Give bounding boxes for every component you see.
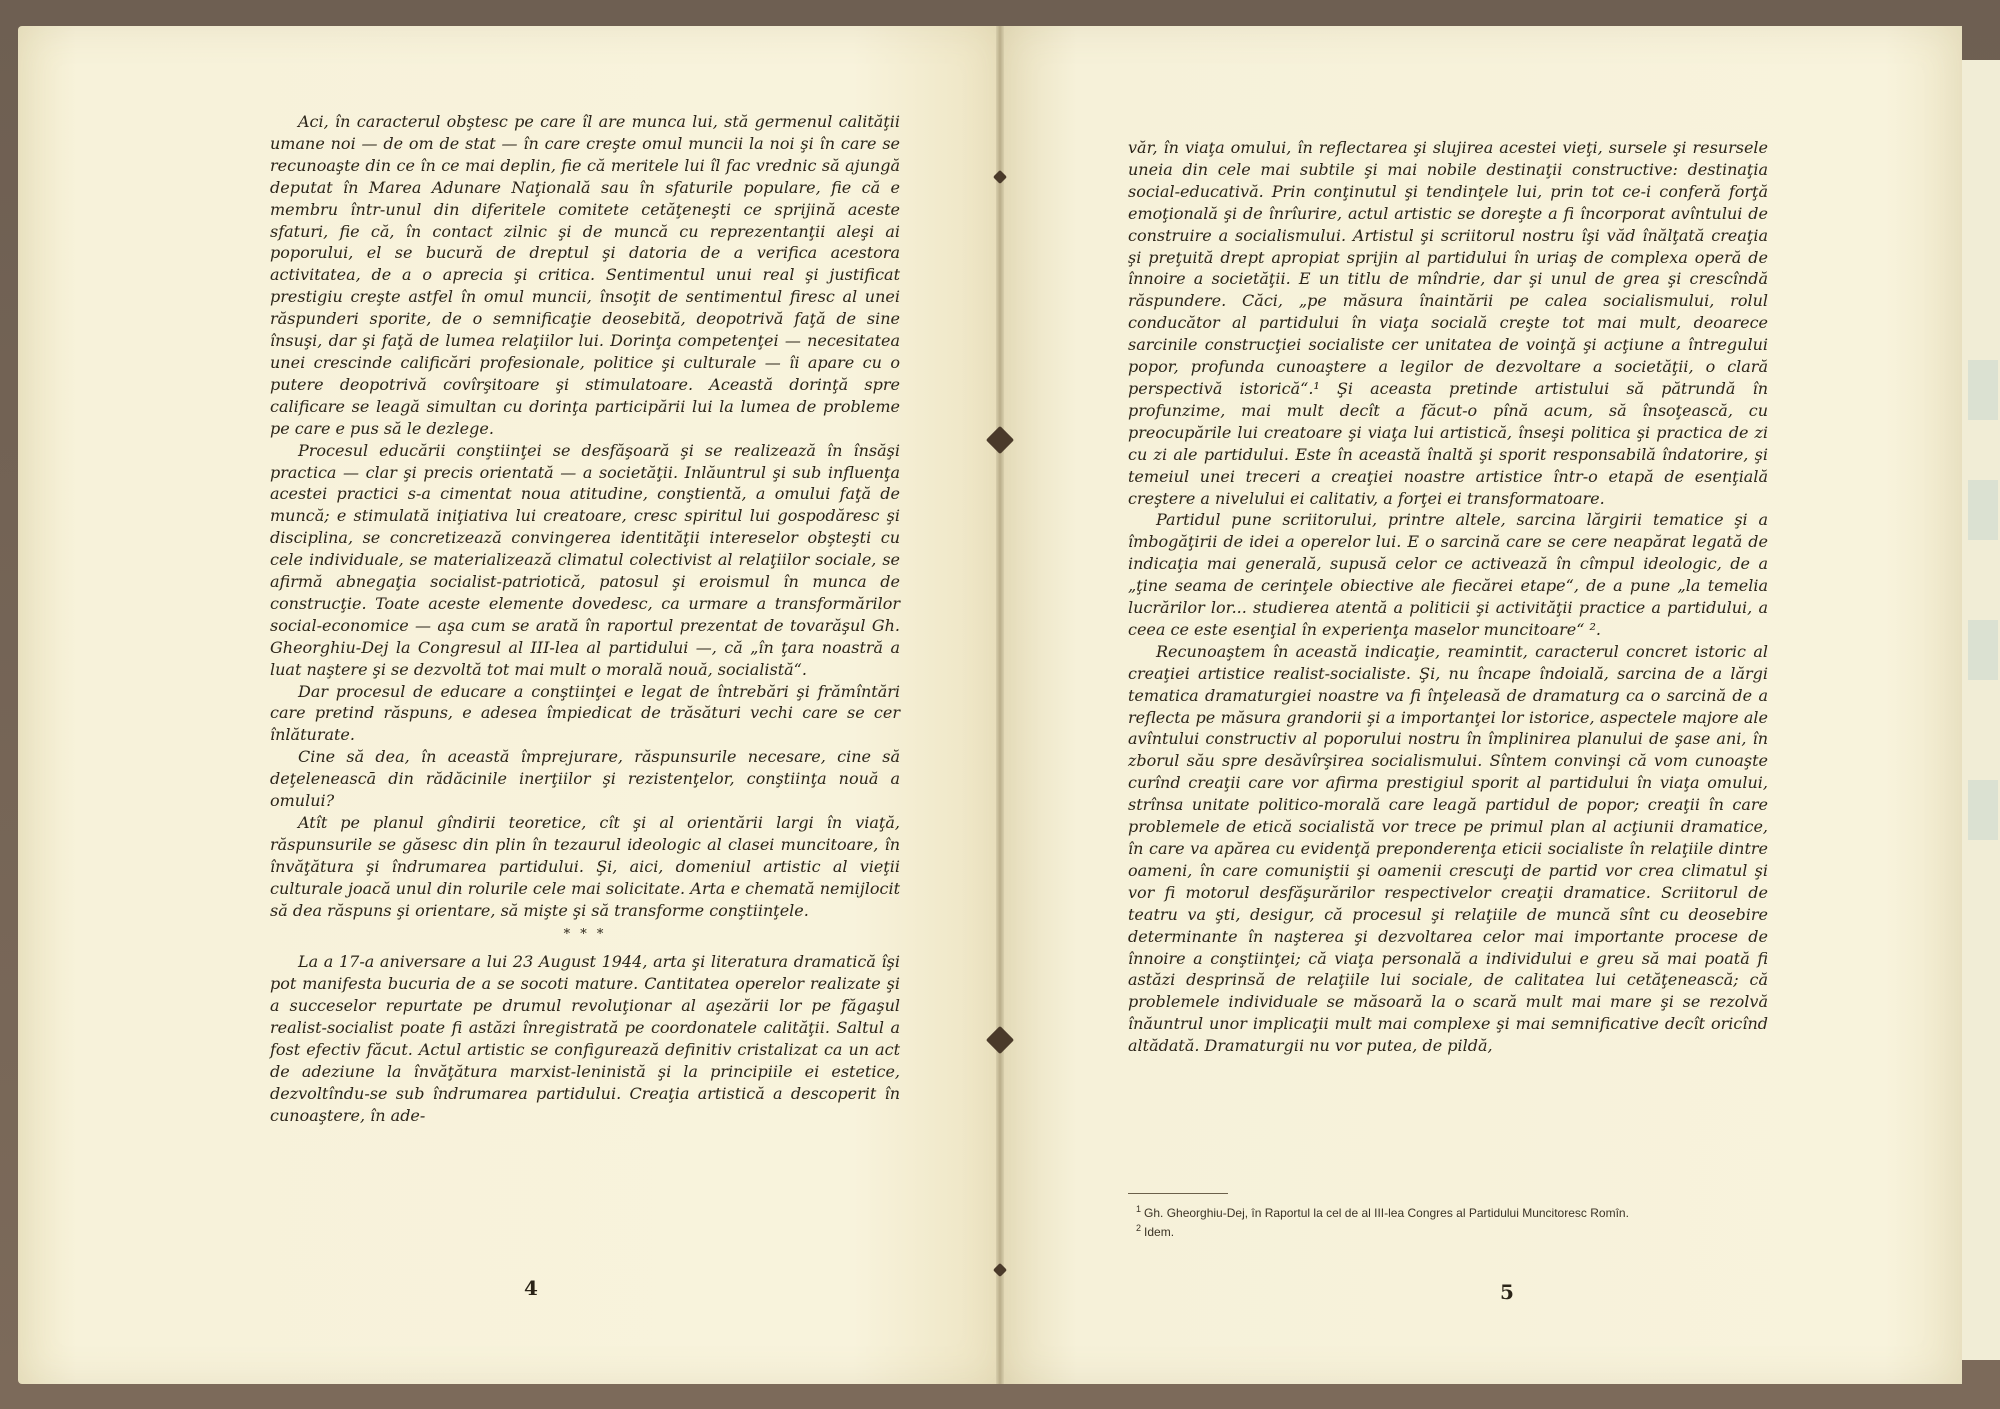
paragraph: Atît pe planul gîndirii teoretice, cît şi al orientării largi în viaţă, răspunsurile se găsesc din plin în tezaurul ideologic al clasei muncitoare, în învăţătura şi îndrumarea partidului. Şi, aici, domeniul artistic al vieţii culturale joacă unul din rolurile cele mai solicitate. Arta e chemată nemijlocit să dea răspuns şi orientare, să mişte şi să transforme conştiinţele. (270, 813, 900, 920)
show-through-mark (1968, 480, 1998, 540)
right-text-column (1128, 137, 1768, 1057)
section-separator: * * * (563, 926, 607, 942)
paragraph: La a 17-a aniversare a lui 23 August 1944, arta şi literatura dramatică îşi pot manifesta bucuria de a se socoti mature. Cantitatea operelor realizate şi a succeselor repurtate pe drumul revoluţionar al aşezării lor pe făgaşul realist-socialist poate fi astăzi înregistrată pe coordonatele calităţii. Saltul a fost efectiv făcut. Actul artistic se configurează definitiv cristalizat ca un act de adeziune la învăţătura marxist-leninistă şi la principiile ei estetice, dezvoltîndu-se sub îndrumarea partidului. Creaţia artistică a descoperit în cunoaştere, în ade- (270, 952, 900, 1125)
paragraph: Partidul pune scriitorului, printre altele, sarcina lărgirii tematice şi a îmbogăţirii de idei a operelor lui. E o sarcină care se cere neapărat legată de indicaţia mai generală, supusă celor ce activează în cîmpul ideologic, de a „ţine seama de cerinţele obiective ale fiecărei etape“, de a pune „la temelia lucrărilor lor... studierea atentă a politicii şi activităţii practice a partidului, a ceea ce este esenţial în experienţa maselor muncitoare“ ². (1128, 510, 1768, 639)
page-number: 4 (524, 1276, 538, 1300)
footnote-number: 2 (1136, 1223, 1142, 1233)
show-through-mark (1968, 360, 1998, 420)
paragraph: Recunoaştem în această indicaţie, reamintit, caracterul concret istoric al creaţiei artistice realist-socialiste. Şi, nu încape îndoială, sarcina de a lărgi tematica dramaturgiei noastre va fi înţeleasă de dramaturg ca o sarcină de a reflecta pe măsura grandorii şi a importanţei lor istorice, aspectele majore ale avîntului constructiv al poporului nostru în împlinirea planului de şase ani, în zborul său spre desăvîrşirea socialismului. Sîntem convinşi că vom cunoaşte curînd creaţii care vor afirma prestigiul sporit al partidului în viaţa omului, strînsa unitate politico-morală care leagă partidul de popor; creaţii în care problemele de etică socialistă vor trece pe primul plan al acţiunii dramatice, în care va apărea cu evidenţă preponderenţa eticii socialiste în relaţiile dintre oameni, în care comuniştii şi oamenii crescuţi de partid vor crea climatul şi vor fi motorul desfăşurărilor respectivelor creaţii dramatice. Scriitorul de teatru va şti, desigur, că procesul şi relaţiile de muncă sînt cu deosebire determinante în naşterea şi dezvoltarea celor mai importante procese de înnoire a conştiinţei; că viaţa personală a individului e greu să mai poată fi astăzi desprinsă de relaţiile lui sociale, de calitatea lui cetăţenească; că problemele individuale se măsoară la o scară mult mai mare şi se rezolvă înăuntrul unor implicaţii mult mai complexe şi mai semnificative decît oricînd altădată. Dramaturgii nu vor putea, de pildă, (1128, 641, 1768, 1056)
show-through-mark (1968, 620, 1998, 680)
paragraph: Cine să dea, în această împrejurare, răspunsurile necesare, cine să deţeleneascā din rădăcinile inerţiilor şi rezistenţelor, conştiinţa nouă a omului? (270, 747, 900, 811)
book-gutter (996, 26, 1004, 1384)
footnote-text: Idem. (1144, 1225, 1175, 1239)
footnote (1136, 1221, 1772, 1240)
next-page-edge (1962, 60, 2000, 1360)
footnote (1136, 1202, 1772, 1221)
paragraph: văr, în viaţa omului, în reflectarea şi slujirea acestei vieţi, sursele şi resursele uneia din cele mai subtile şi mai nobile destinaţii constructive: destinaţia social-educativă. Prin conţinutul şi tendinţele lui, prin tot ce-i conferă forţă emoţională şi de înrîurire, actul artistic se doreşte a fi încorporat avîntului de construire a socialismului. Artistul şi scriitorul nostru îşi văd înălţată creaţia şi preţuită drept apropiat sprijin al partidului în uriaş de complexa operă de înnoire a societăţii. E un titlu de mîndrie, dar şi unul de grea şi crescîndă răspundere. Căci, „pe măsura înaintării pe calea socialismului, rolul conducător al partidului în viaţa socială creşte tot mai mult, deoarece sarcinile construcţiei socialiste cer unitatea de voinţă şi acţiune a întregului popor, profunda cunoaştere a legilor de dezvoltare a societăţii, o clară perspectivă istorică“.¹ Şi aceasta pretinde artistului să pătrundă în profunzime, mai mult decît a făcut-o pînă acum, să însoţească, cu preocupările lui creatoare şi viaţa lui artistică, înseşi politica şi practica de zi cu zi ale partidului. Este în această înaltă şi sporit responsabilă îndatorire, şi temeiul unei treceri a creaţiei noastre artistice într-o etapă de esenţială creştere a nivelului ei calitativ, a forţei ei transformatoare. (1128, 138, 1768, 508)
show-through-mark (1968, 780, 1998, 840)
paragraph: Aci, în caracterul obştesc pe care îl are munca lui, stă germenul calităţii umane noi — de om de stat — în care creşte omul muncii la noi şi în care se recunoaşte din ce în ce mai deplin, fie că meritele lui îl fac vrednic să ajungă deputat în Marea Adunare Naţională sau în sfaturile populare, fie că e membru într-unul din diferitele comitete cetăţeneşti ce sprijină aceste sfaturi, fie că, în contact zilnic şi de muncă cu reprezentanţii aleşi ai poporului, el se bucură de dreptul şi datoria de a verifica acestora activitatea, de a o aprecia şi critica. Sentimentul unui real şi justificat prestigiu creşte astfel în omul muncii, însoţit de sentimentul firesc al unei răspunderi sporite, de o semnificaţie deosebită, deopotrivă faţă de sine însuşi, dar şi faţă de lumea relaţiilor lui. Dorinţa competenţei — necesitatea unei crescinde calificări profesionale, politice şi culturale — îi apare cu o putere deopotrivă covîrşitoare şi stimulatoare. Această dorinţă spre calificare se leagă simultan cu dorinţa participării lui la lumea de probleme pe care e pus să le dezlege. (270, 112, 900, 438)
page-number: 5 (1500, 1280, 1514, 1304)
paragraph: Procesul educării conştiinţei se desfăşoară şi se realizează în însăşi practica — clar şi precis orientată — a societăţii. Inlăuntrul şi sub influenţa acestei practici s-a cimentat noua atitudine, conştientă, a omului faţă de muncă; e stimulată iniţiativa lui creatoare, cresc spiritul lui gospodăresc şi disciplina, se concretizează convingerea identităţii intereselor obşteşti cu cele individuale, se materializează climatul colectivist al relaţiilor sociale, se afirmă abnegaţia socialist-patriotică, patosul şi eroismul în munca de construcţie. Toate aceste elemente dovedesc, ca urmare a transformărilor social-economice — aşa cum se arată în raportul prezentat de tovarăşul Gh. Gheorghiu-Dej la Congresul al III-lea al partidului —, că „în ţara noastră a luat naştere şi se dezvoltă tot mai mult o morală nouă, socialistă“. (270, 440, 900, 679)
footnote-rule (1128, 1193, 1228, 1194)
paragraph: Dar procesul de educare a conştiinţei e legat de întrebări şi frămîntări care pretind răspuns, e adesea împiedicat de trăsături vechi care se cer înlăturate. (270, 681, 900, 745)
footnotes (1136, 1202, 1772, 1240)
left-text-column (270, 111, 900, 1127)
footnote-number: 1 (1136, 1204, 1142, 1214)
footnote-text: Gh. Gheorghiu-Dej, în Raportul la cel de al III-lea Congres al Partidului Muncitoresc Romîn. (1144, 1206, 1629, 1220)
